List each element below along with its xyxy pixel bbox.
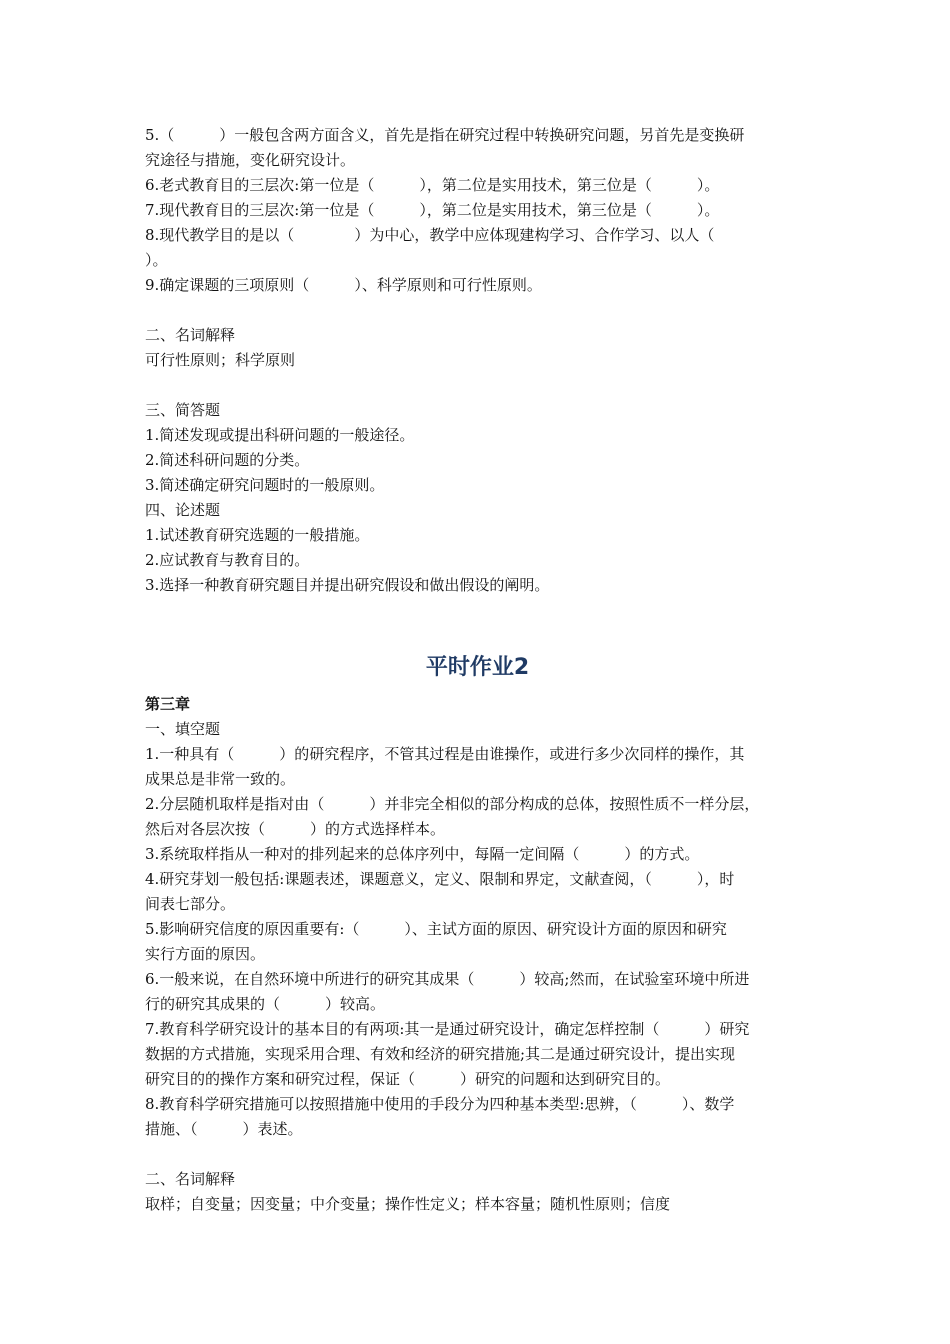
assignment-2-title: 平时作业2 xyxy=(425,655,530,680)
question-2-line-2: 然后对各层次按（ ）的方式选择样本。 xyxy=(145,820,446,838)
fill-in-blank-heading: 一、填空题 xyxy=(145,720,221,738)
question-4-line-2: 间表七部分。 xyxy=(145,895,236,913)
short-answer-item: 2.简述科研问题的分类。 xyxy=(145,451,310,469)
terms-list-2: 取样；自变量；因变量；中介变量；操作性定义；样本容量；随机性原则；信度 xyxy=(145,1195,671,1213)
question-1-line-2: 成果总是非常一致的。 xyxy=(145,770,296,788)
question-7-line-2: 数据的方式措施，实现采用合理、有效和经济的研究措施;其二是通过研究设计，提出实现 xyxy=(145,1045,736,1063)
essay-item: 2.应试教育与教育目的。 xyxy=(145,551,310,569)
spacer xyxy=(145,298,810,323)
question-1-line-1: 1.一种具有（ ）的研究程序，不管其过程是由谁操作，或进行多少次同样的操作，其 xyxy=(145,745,745,763)
essay-item: 1.试述教育研究选题的一般措施。 xyxy=(145,526,370,544)
question-6-line-2: 行的研究其成果的（ ）较高。 xyxy=(145,995,386,1013)
question-8-line-2: ）。 xyxy=(145,251,168,269)
question-7-line-1: 7.教育科学研究设计的基本目的有两项:其一是通过研究设计，确定怎样控制（ ）研究 xyxy=(145,1020,750,1038)
spacer xyxy=(145,373,810,398)
question-2-line-1: 2.分层随机取样是指对由（ ）并非完全相似的部分构成的总体，按照性质不一样分层， xyxy=(145,795,760,813)
question-8-line-1: 8.教育科学研究措施可以按照措施中使用的手段分为四种基本类型:思辨，（ ）、数学 xyxy=(145,1095,735,1113)
fill-in-blank-section-2 xyxy=(145,742,810,1142)
document-content xyxy=(145,123,810,1217)
question-9: 9.确定课题的三项原则（ ）、科学原则和可行性原则。 xyxy=(145,276,542,294)
terms-heading: 二、名词解释 xyxy=(145,326,236,344)
question-7-line-3: 研究目的的操作方案和研究过程，保证（ ）研究的问题和达到研究目的。 xyxy=(145,1070,671,1088)
chapter-heading: 第三章 xyxy=(145,695,191,713)
question-7: 7.现代教育目的三层次:第一位是（ ），第二位是实用技术，第三位是（ ）。 xyxy=(145,201,720,219)
question-5-line-2: 实行方面的原因。 xyxy=(145,945,266,963)
question-8-line-1: 8.现代教学目的是以（ ）为中心，教学中应体现建构学习、合作学习、以人（ xyxy=(145,226,715,244)
short-answer-item: 3.简述确定研究问题时的一般原则。 xyxy=(145,476,385,494)
essay-item: 3.选择一种教育研究题目并提出研究假设和做出假设的阐明。 xyxy=(145,576,550,594)
question-6-line-1: 6.一般来说，在自然环境中所进行的研究其成果（ ）较高;然而，在试验室环境中所进 xyxy=(145,970,750,988)
fill-in-blank-section-1 xyxy=(145,123,810,298)
question-5-line-1: 5.影响研究信度的原因重要有:（ ）、主试方面的原因、研究设计方面的原因和研究 xyxy=(145,920,727,938)
spacer xyxy=(145,1142,810,1167)
question-3: 3.系统取样指从一种对的排列起来的总体序列中，每隔一定间隔（ ）的方式。 xyxy=(145,845,700,863)
question-4-line-1: 4.研究芽划一般包括:课题表述，课题意义，定义、限制和界定，文献查阅，（ ），时 xyxy=(145,870,735,888)
question-5-line-1: 5.（ ）一般包含两方面含义，首先是指在研究过程中转换研究问题，另首先是变换研 xyxy=(145,126,745,144)
question-8-line-2: 措施、（ ）表述。 xyxy=(145,1120,303,1138)
terms-list: 可行性原则；科学原则 xyxy=(145,351,296,369)
short-answer-item: 1.简述发现或提出科研问题的一般途径。 xyxy=(145,426,415,444)
question-6: 6.老式教育目的三层次:第一位是（ ），第二位是实用技术，第三位是（ ）。 xyxy=(145,176,720,194)
question-5-line-2: 究途径与措施，变化研究设计。 xyxy=(145,151,356,169)
short-answer-heading: 三、简答题 xyxy=(145,401,221,419)
essay-heading: 四、论述题 xyxy=(145,501,221,519)
terms-heading-2: 二、名词解释 xyxy=(145,1170,236,1188)
